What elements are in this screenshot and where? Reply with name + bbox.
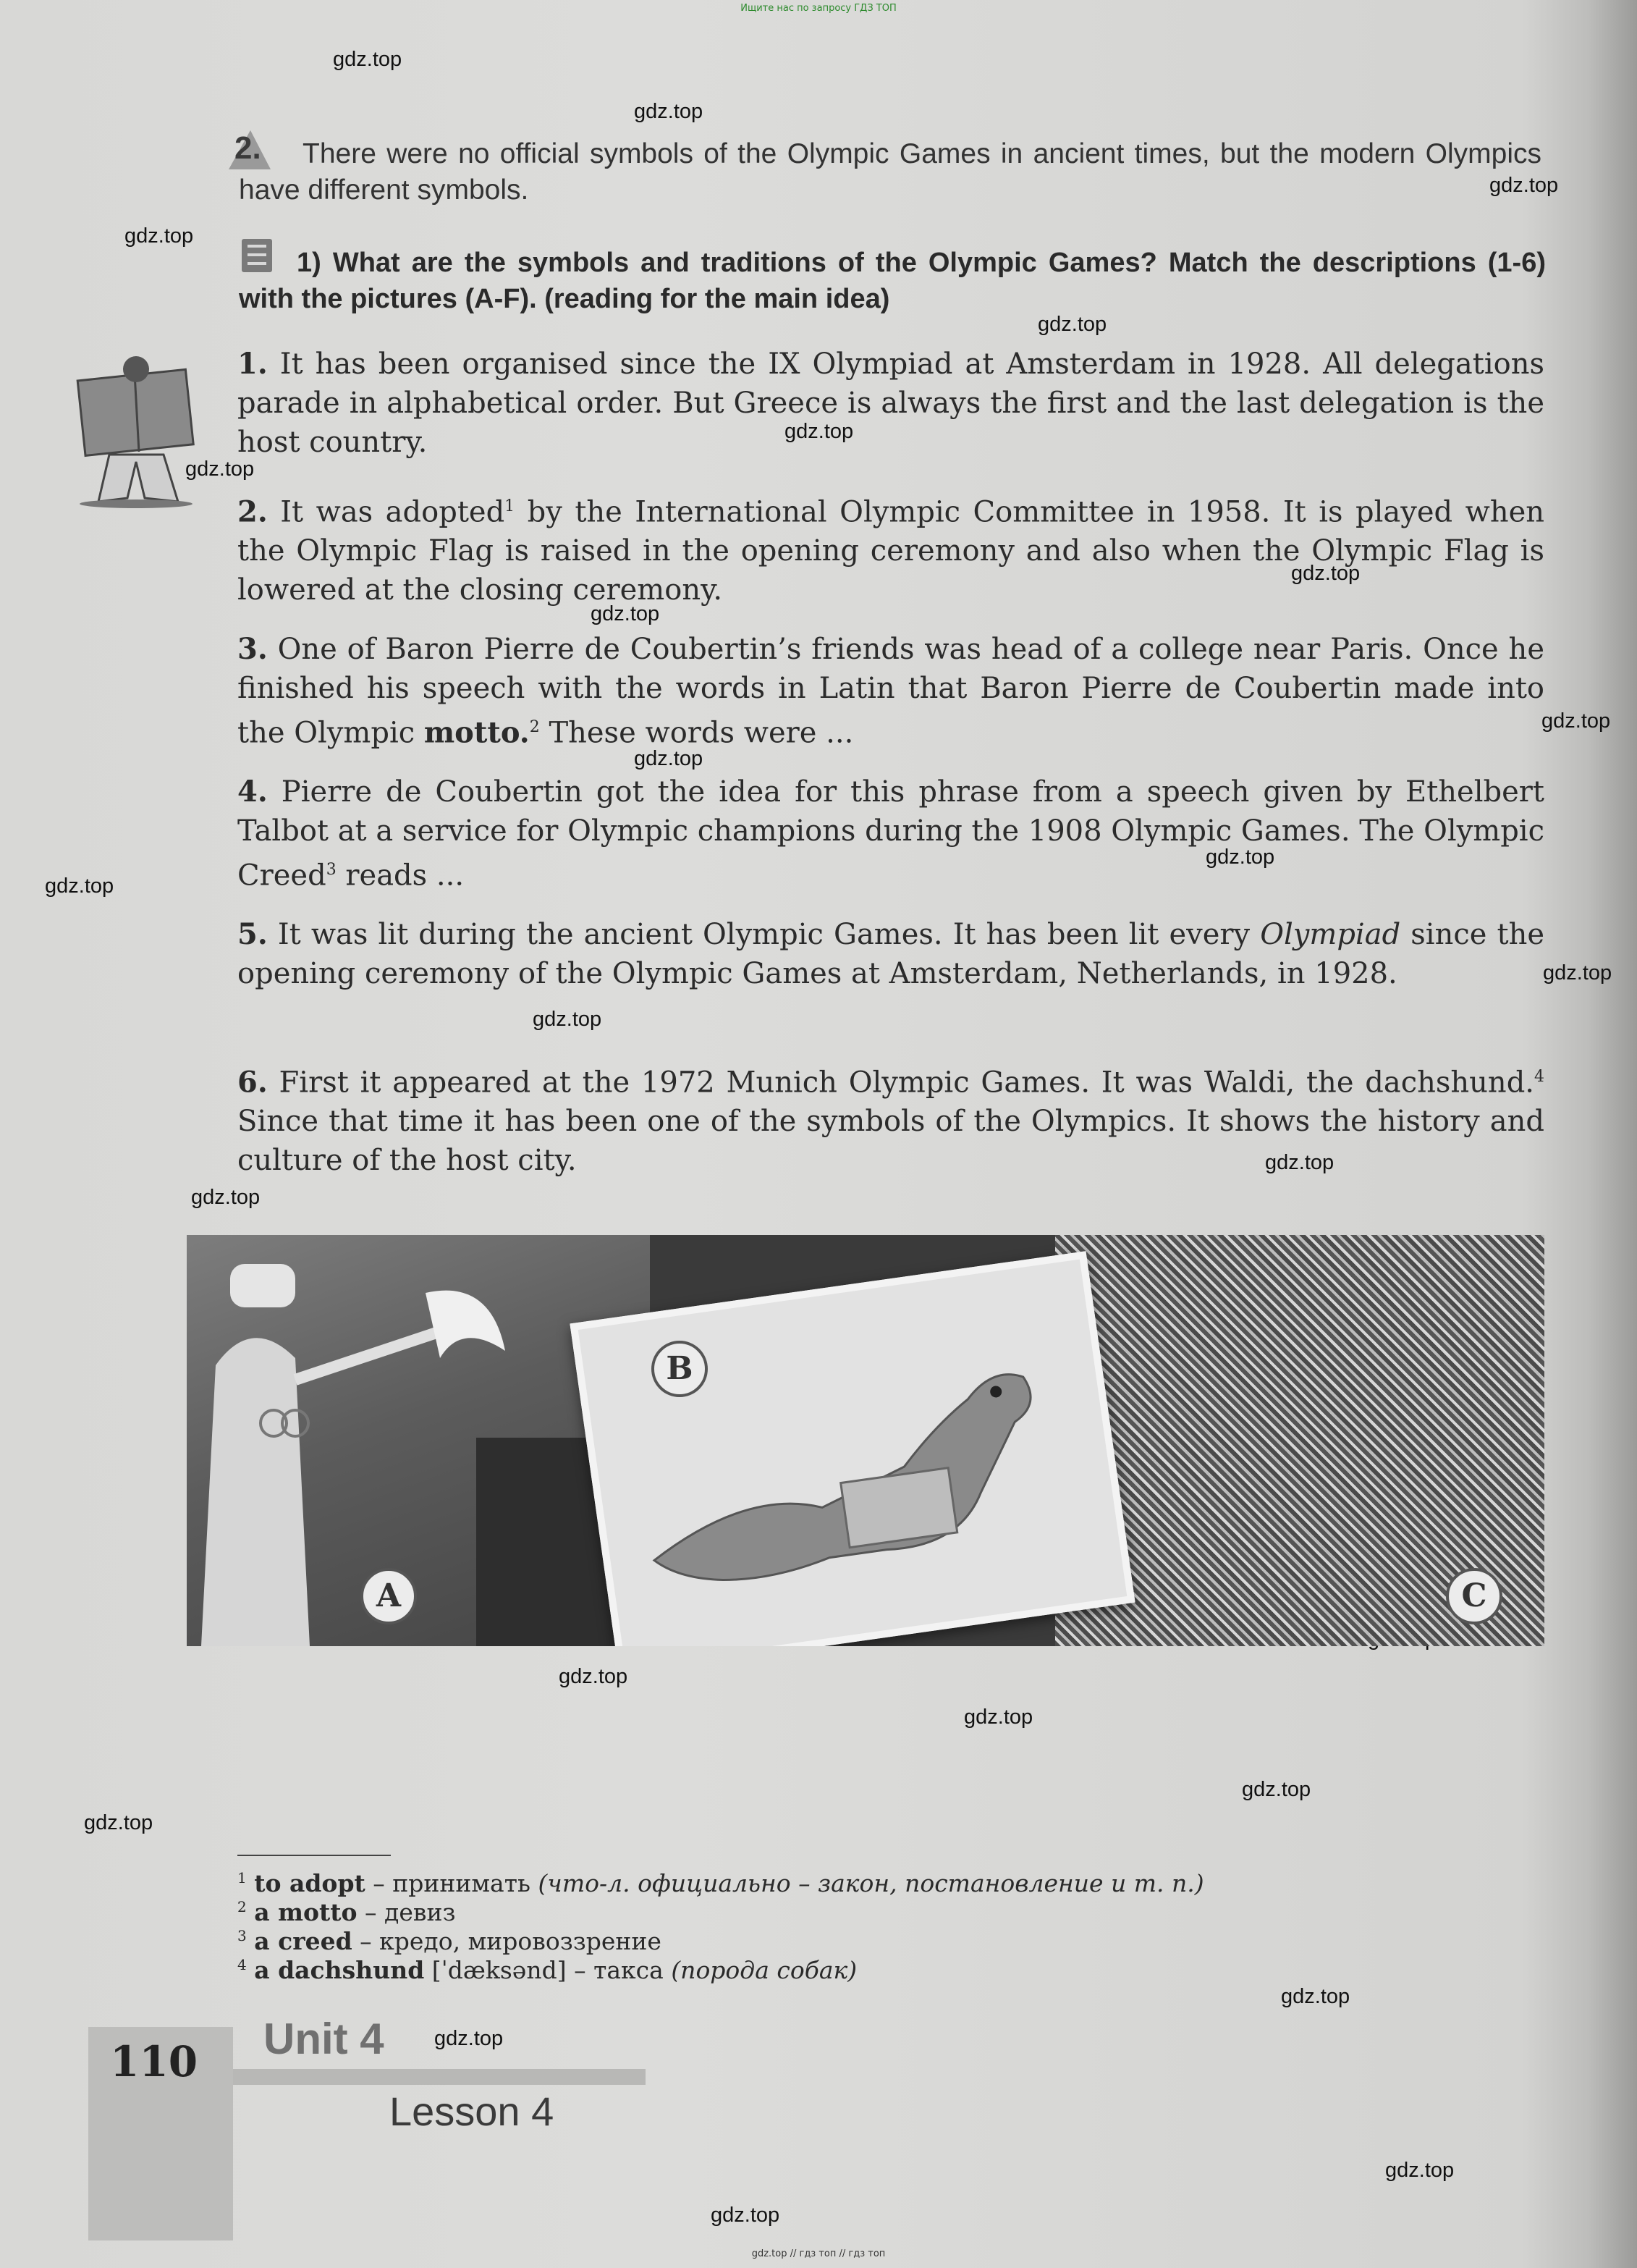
item-keyword: motto. xyxy=(423,715,530,750)
footnote-number: 1 xyxy=(237,1869,247,1887)
watermark: gdz.top xyxy=(1265,1151,1334,1174)
footnote-number: 4 xyxy=(237,1956,247,1973)
item-italic: Olympiad xyxy=(1260,918,1401,951)
footnote-4 xyxy=(237,1950,1323,1985)
footnote-translation: кредо, мировоззрение xyxy=(379,1927,661,1955)
item-text: Pierre de Coubertin got the idea for this phrase from a speech given by Ethelbert Talbot at a service for Olympic champions during the 1908 Olympic Games. The Olympic Creed xyxy=(237,775,1544,893)
footnote-ref: 2 xyxy=(529,718,540,736)
watermark: gdz.top xyxy=(1489,174,1559,197)
photo-waldi-mascot xyxy=(570,1251,1135,1646)
photo-torch-lighting xyxy=(187,1235,650,1646)
header-note: Ищите нас по запросу ГДЗ ТОП xyxy=(740,3,897,14)
unit-title: Unit 4 xyxy=(263,2015,384,2063)
description-3 xyxy=(237,630,1544,752)
item-number: 3. xyxy=(237,632,268,666)
footnote-ref: 3 xyxy=(326,861,337,879)
watermark: gdz.top xyxy=(1291,562,1361,585)
watermark: gdz.top xyxy=(1242,1778,1311,1801)
item-text: It has been organised since the IX Olympiad at Amsterdam in 1928. All delegations parade in alphabetical order. But Greece is always the first and the last delegation is the host country. xyxy=(237,347,1544,459)
item-number: 6. xyxy=(237,1065,268,1100)
footnote-transcription: [ˈdæksənd] xyxy=(431,1956,567,1984)
item-text: First it appeared at the 1972 Munich Olympic Games. It was Waldi, the dachshund. xyxy=(279,1066,1535,1100)
watermark: gdz.top xyxy=(185,458,255,481)
page-number: 110 xyxy=(110,2037,198,2086)
footnote-divider xyxy=(237,1855,391,1856)
watermark: gdz.top xyxy=(1385,2159,1455,2182)
footnote-translation: девиз xyxy=(384,1898,456,1926)
footnote-ref: 1 xyxy=(504,497,515,515)
watermark: gdz.top xyxy=(634,747,703,770)
footnote-note: (порода собак) xyxy=(671,1956,858,1984)
item-text: reads ... xyxy=(345,859,465,893)
picture-label-a: A xyxy=(360,1568,417,1624)
watermark: gdz.top xyxy=(84,1811,153,1834)
task-question: 1) What are the symbols and traditions of the Olympic Games? Match the descriptions (1-6) with the pictures (A-F). (reading for the main idea) xyxy=(239,248,1546,314)
footnote-translation: такса xyxy=(593,1956,664,1984)
footnote-term: a motto xyxy=(254,1898,358,1926)
footnote-dash: – xyxy=(360,1927,372,1955)
picture-label-b: B xyxy=(651,1341,708,1397)
watermark: gdz.top xyxy=(784,420,854,443)
item-text: Since that time it has been one of the symbols of the Olympics. It shows the history and culture of the host city. xyxy=(237,1105,1544,1178)
photo-strip xyxy=(187,1235,1544,1646)
watermark: gdz.top xyxy=(634,100,703,123)
item-text: One of Baron Pierre de Coubertin’s friends was head of a college near Paris. Once he finished his speech with the words in Latin that Baron Pierre de Coubertin made into the Olympic xyxy=(237,633,1544,750)
item-text: since the opening ceremony of the Olympic Games at Amsterdam, Netherlands, in 1928. xyxy=(237,918,1545,990)
footnote-note: (что-л. официально – закон, постановление и т. п.) xyxy=(538,1869,1204,1897)
description-1 xyxy=(237,345,1544,462)
watermark: gdz.top xyxy=(1543,961,1612,985)
description-6 xyxy=(237,1058,1544,1180)
watermark: gdz.top xyxy=(45,874,114,898)
item-text: It was adopted xyxy=(280,495,505,529)
watermark: gdz.top xyxy=(1206,846,1275,869)
item-text: by the International Olympic Committee in 1958. It is played when the Olympic Flag is raised in the opening ceremony and also when the Olympic Flag is lowered at the closing ceremony. xyxy=(237,495,1545,607)
item-text: These words were ... xyxy=(549,716,854,750)
lesson-title: Lesson 4 xyxy=(389,2088,554,2134)
watermark: gdz.top xyxy=(964,1706,1033,1729)
item-number: 2. xyxy=(237,494,268,529)
task-intro: There were no official symbols of the Olympic Games in ancient times, but the modern Olympics have different symbols. xyxy=(239,138,1541,206)
item-text: It was lit during the ancient Olympic Games. It has been lit every xyxy=(277,918,1251,951)
picture-label-c: C xyxy=(1446,1568,1502,1624)
item-number: 5. xyxy=(237,917,268,951)
footnote-term: to adopt xyxy=(254,1869,365,1897)
footnote-term: a dachshund xyxy=(254,1956,425,1984)
item-number: 4. xyxy=(237,775,268,809)
description-5 xyxy=(237,915,1544,993)
watermark: gdz.top xyxy=(533,1008,602,1031)
footnote-ref: 4 xyxy=(1534,1068,1545,1086)
watermark: gdz.top xyxy=(333,48,402,71)
reader-illustration xyxy=(69,353,207,509)
watermark: gdz.top xyxy=(1281,1985,1350,2008)
footnote-translation: принимать xyxy=(392,1869,530,1897)
item-number: 1. xyxy=(237,347,268,381)
footnote-dash: – xyxy=(373,1869,385,1897)
unit-bar xyxy=(233,2069,646,2085)
task-number: 2. xyxy=(234,130,261,166)
watermark: gdz.top xyxy=(124,224,194,248)
watermark: gdz.top xyxy=(1541,709,1611,733)
description-4 xyxy=(237,772,1544,895)
footnote-dash: – xyxy=(365,1898,377,1926)
watermark: gdz.top xyxy=(1038,313,1107,336)
watermark: gdz.top xyxy=(711,2204,780,2227)
watermark: gdz.top xyxy=(591,602,660,625)
footer-note: gdz.top // гдз топ // гдз топ xyxy=(751,2248,886,2259)
watermark: gdz.top xyxy=(191,1186,261,1209)
footnote-term: a creed xyxy=(254,1927,352,1955)
watermark: gdz.top xyxy=(434,2027,504,2050)
footnote-dash: – xyxy=(574,1956,586,1984)
footnote-number: 2 xyxy=(237,1898,247,1915)
footnote-number: 3 xyxy=(237,1927,247,1944)
watermark: gdz.top xyxy=(559,1665,628,1688)
description-2 xyxy=(237,487,1544,610)
